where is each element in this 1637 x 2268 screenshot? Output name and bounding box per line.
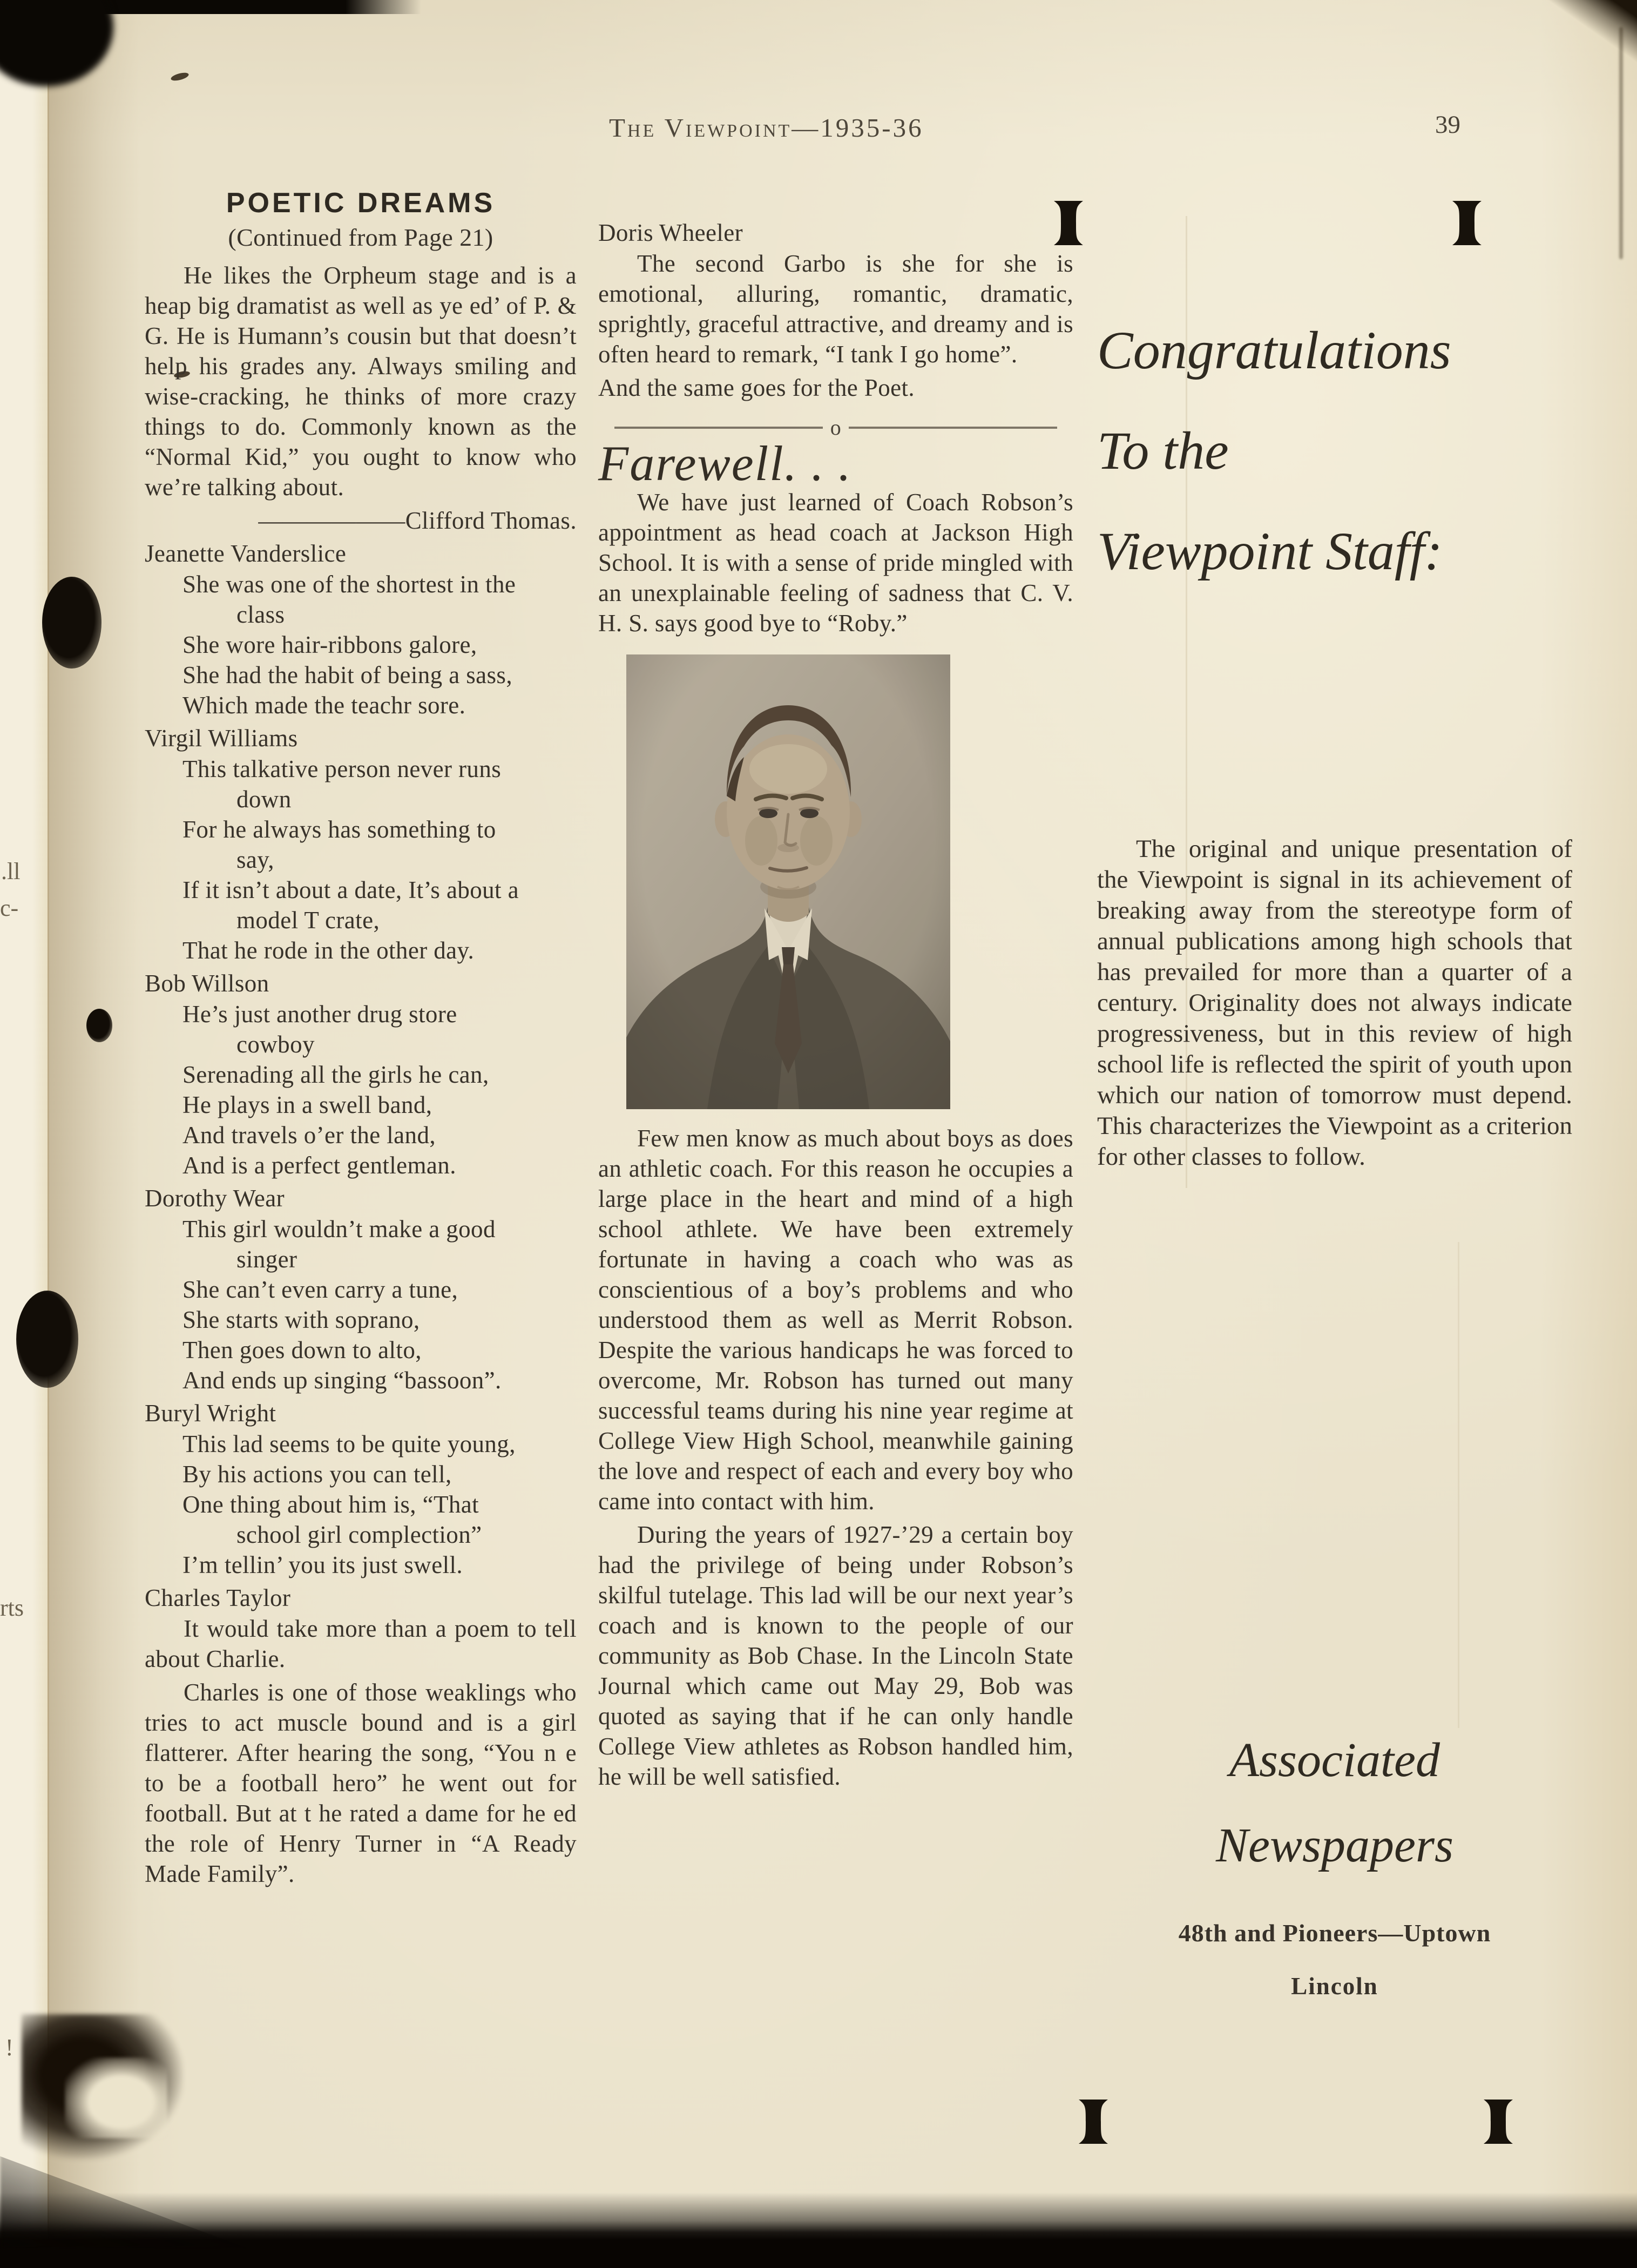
entry-paragraph: It would take more than a poem to tell about Charlie. <box>145 1615 577 1672</box>
student-name: Bob Willson <box>145 970 269 997</box>
verse-line: And is a perfect gentleman. <box>182 1152 456 1179</box>
verse-line: One thing about him is, “That school girl complection” <box>182 1491 482 1548</box>
margin-fragment: c- <box>0 895 19 921</box>
verse-line: She wore hair-ribbons galore, <box>182 631 477 658</box>
article-title: POETIC DREAMS <box>226 187 496 219</box>
page-number: 39 <box>1435 111 1460 139</box>
verse-line: This lad seems to be quite young, <box>182 1430 516 1457</box>
margin-fragment: rts <box>0 1595 24 1621</box>
left-column <box>145 188 577 1892</box>
verse-line: Then goes down to alto, <box>182 1336 422 1364</box>
printer-ornament-icon <box>1483 2100 1514 2144</box>
binding-gutter-shadow <box>48 0 139 2268</box>
divider-mark: o <box>830 415 842 440</box>
verse-line: She was one of the shortest in the class <box>182 571 516 628</box>
student-entry <box>145 723 577 966</box>
student-tail-line: And the same goes for the Poet. <box>598 374 915 401</box>
verse-line: And travels o’er the land, <box>182 1122 436 1149</box>
student-entry <box>145 1398 577 1580</box>
verse-line: This talkative person never runs down <box>182 755 502 813</box>
middle-column <box>598 215 1073 1795</box>
ink-speck <box>170 71 190 82</box>
ad-name-line-2: Newspapers <box>1215 1819 1454 1872</box>
divider-rule <box>614 427 823 429</box>
margin-fragment: ! <box>5 2034 13 2061</box>
byline: ——————Clifford Thomas. <box>258 507 577 534</box>
student-entry <box>145 1183 577 1395</box>
right-column <box>1097 300 1594 2024</box>
student-name: Doris Wheeler <box>598 219 743 246</box>
verse-line: She starts with soprano, <box>182 1306 420 1333</box>
congrats-line-3: Viewpoint Staff: <box>1097 521 1443 581</box>
student-name: Dorothy Wear <box>145 1185 285 1212</box>
margin-fragment: .ll <box>1 858 21 885</box>
coach-robson-photo <box>626 654 950 1109</box>
verse-line: And ends up singing “bassoon”. <box>182 1367 502 1394</box>
advertisement <box>1097 1718 1572 2000</box>
verse-line: I’m tellin’ you its just swell. <box>182 1551 463 1578</box>
binding-hole <box>16 1291 78 1388</box>
verse-line: He plays in a swell band, <box>182 1091 432 1118</box>
paper-tear-patch <box>65 2057 167 2138</box>
student-paragraph: The second Garbo is she for she is emotional, alluring, romantic, dramatic, sprightly, graceful attractive, and dreamy and is often heard to remark, “I tank I go home”. <box>598 250 1073 368</box>
verse-line: She can’t even carry a tune, <box>182 1276 458 1303</box>
verse-line: Serenading all the girls he can, <box>182 1061 489 1088</box>
ad-name-line-1: Associated <box>1229 1733 1440 1787</box>
verse-line: She had the habit of being a sass, <box>182 662 512 688</box>
verse-line: He’s just another drug store cowboy <box>182 1001 457 1058</box>
student-entry <box>145 538 577 720</box>
ad-city: Lincoln <box>1291 1973 1378 2000</box>
congrats-line-1: Congratulations <box>1097 320 1451 380</box>
entry-paragraph: Charles is one of those weaklings who tries to act muscle bound and is a girl flatterer. After hearing the song, “You n e to be a football hero” he went out for football. But at t he rated a dame for he ed the role of Henry Turner in “A Ready Made Family”. <box>145 1679 577 1887</box>
verse-line: If it isn’t about a date, It’s about a model T crate, <box>182 876 519 934</box>
page-edge-bottom <box>0 2187 1637 2268</box>
ad-address: 48th and Pioneers—Uptown <box>1178 1919 1491 1947</box>
verse-line: Which made the teachr sore. <box>182 692 466 719</box>
page-edge-top <box>0 0 1637 14</box>
divider-rule <box>849 427 1057 429</box>
section-divider <box>614 417 1057 438</box>
student-entry <box>145 1582 577 1889</box>
farewell-paragraph: During the years of 1927-’29 a certain boy had the privilege of being under Robson’s skilful tutelage. This lad will be our next year’s coach and is known to the people of our community as Bob Chase. In the Lincoln State Journal which came out May 29, Bob was quoted as saying that if he can only handle College View athletes as Robson handled him, he will be well satisfied. <box>598 1521 1073 1790</box>
farewell-paragraph: Few men know as much about boys as does an athletic coach. For this reason he occupies a large place in the heart and mind of a high school athlete. We have been extremely fortunate in having a coach who was as conscientious of a boy’s problems and who understood them as well as Merrit Robson. Despite the various handicaps he was forced to overcome, Mr. Robson has turned out many successful teams during his nine year regime at College View High School, meanwhile gaining the love and respect of each and every boy who came into contact with him. <box>598 1125 1073 1515</box>
farewell-title: Farewell. . . <box>598 436 852 491</box>
student-name: Charles Taylor <box>145 1584 291 1611</box>
congrats-line-2: To the <box>1097 421 1229 481</box>
verse-line: This girl wouldn’t make a good singer <box>182 1216 496 1273</box>
student-name: Jeanette Vanderslice <box>145 540 347 567</box>
binding-hole <box>86 1009 112 1042</box>
verse-line: That he rode in the other day. <box>182 937 475 964</box>
printer-ornament-icon <box>1451 201 1483 245</box>
verse-line: For he always has something to say, <box>182 816 496 873</box>
article-subtitle: (Continued from Page 21) <box>228 224 493 251</box>
verse-line: By his actions you can tell, <box>182 1461 452 1488</box>
binding-hole <box>42 577 102 669</box>
student-name: Buryl Wright <box>145 1400 276 1427</box>
intro-paragraph: He likes the Orpheum stage and is a heap big dramatist as well as ye ed’ of P. & G. He is Humann’s cousin but that doesn’t help his grades any. Always smiling and wise-cracking, he thinks of more crazy things to do. Commonly known as the “Normal Kid,” you ought to know who we’re talking about. <box>145 262 577 501</box>
farewell-paragraph: We have just learned of Coach Robson’s appointment as head coach at Jackson High School. It is with a sense of pride mingled with an unexplainable feeling of sadness that C. V. H. S. says good bye to “Roby.” <box>598 489 1073 637</box>
student-entry <box>145 968 577 1180</box>
journal-title: The Viewpoint—1935-36 <box>609 113 924 143</box>
editorial-paragraph: The original and unique presentation of the Viewpoint is signal in its achievement of breaking away from the stereotype form of annual publications among high schools that has prevailed for more than a quarter of a century. Originality does not always indicate progressiveness, but in this review of high school life is reflected the spirit of youth upon which our nation of tomorrow must depend. This characterizes the Viewpoint as a criterion for other classes to follow. <box>1097 835 1572 1171</box>
adjacent-page-edge <box>0 0 49 2268</box>
student-name: Virgil Williams <box>145 725 298 752</box>
page-edge-right <box>1619 27 1623 259</box>
printer-ornament-icon <box>1078 2100 1109 2144</box>
